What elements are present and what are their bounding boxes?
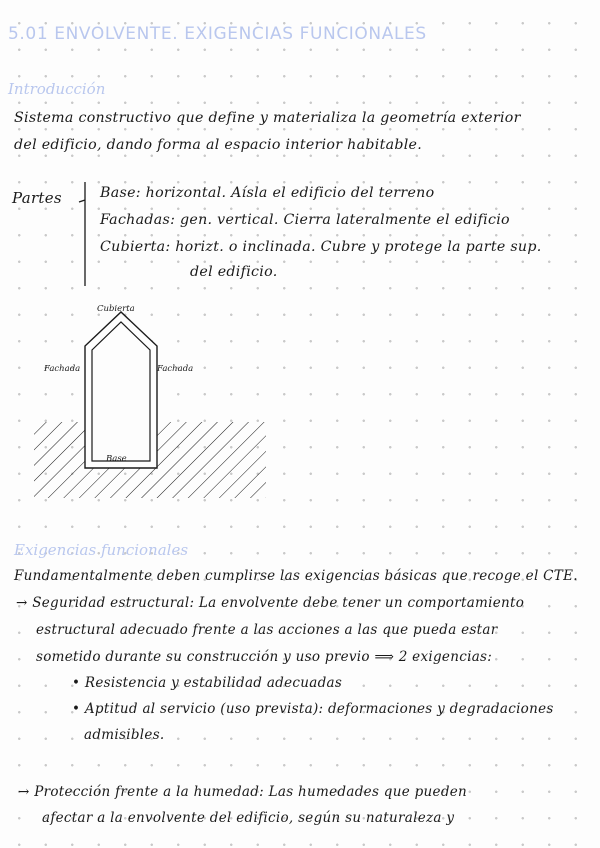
- envelope-diagram: [30, 298, 270, 503]
- partes-fachadas-line: Fachadas: gen. vertical. Cierra lateralmente el edificio: [100, 212, 510, 228]
- exigencias-intro: Fundamentalmente deben cumplirse las exigencias básicas que recoge el CTE.: [14, 568, 578, 584]
- intro-line-2: del edificio, dando forma al espacio interior habitable.: [14, 137, 423, 153]
- bullet-aptitud-cont: admisibles.: [84, 727, 165, 743]
- diagram-label-fachada-left: Fachada: [44, 364, 81, 374]
- proteccion-line-2: afectar a la envolvente del edificio, según su naturaleza y: [42, 810, 455, 826]
- partes-cubierta-line-2: del edificio.: [190, 264, 278, 280]
- proteccion-line-1: → Protección frente a la humedad: Las humedades que pueden: [18, 784, 468, 800]
- page-title: 5.01 ENVOLVENTE. EXIGENCIAS FUNCIONALES: [8, 24, 427, 44]
- partes-base-line: Base: horizontal. Aísla el edificio del terreno: [100, 185, 435, 201]
- seguridad-line-1: → Seguridad estructural: La envolvente debe tener un comportamiento: [16, 595, 525, 611]
- bullet-resistencia: • Resistencia y estabilidad adecuadas: [72, 675, 343, 691]
- building-outline-outer: [85, 312, 157, 468]
- partes-cubierta-line-1: Cubierta: horizt. o inclinada. Cubre y protege la parte sup.: [100, 239, 542, 255]
- intro-line-1: Sistema constructivo que define y materializa la geometría exterior: [14, 110, 521, 126]
- diagram-label-base: Base: [106, 454, 127, 464]
- partes-label: Partes: [12, 189, 62, 207]
- section-heading-exigencias: Exigencias funcionales: [14, 541, 189, 559]
- partes-brace: [76, 178, 96, 290]
- bullet-aptitud: • Aptitud al servicio (uso prevista): deformaciones y degradaciones: [72, 701, 554, 717]
- diagram-label-fachada-right: Fachada: [157, 364, 194, 374]
- seguridad-line-3: sometido durante su construcción y uso previo ⟹ 2 exigencias:: [36, 649, 493, 665]
- section-heading-introduccion: Introducción: [8, 80, 106, 98]
- diagram-label-cubierta: Cubierta: [97, 304, 135, 314]
- seguridad-line-2: estructural adecuado frente a las acciones a las que pueda estar: [36, 622, 498, 638]
